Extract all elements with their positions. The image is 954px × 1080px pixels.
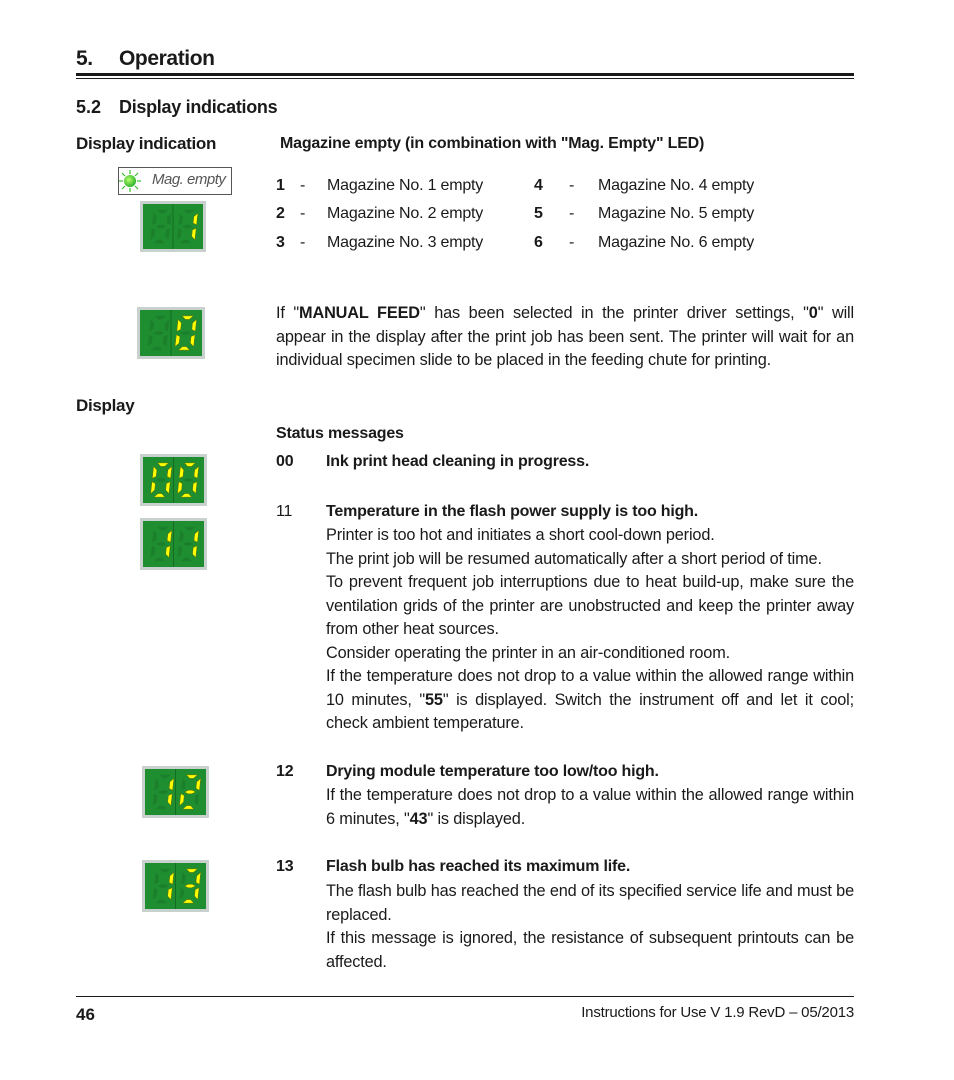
display-code-12	[142, 766, 209, 818]
segment	[154, 872, 159, 884]
magazine-item-dash: -	[300, 177, 306, 194]
message-code: 11	[276, 503, 293, 520]
display-digit	[152, 775, 174, 809]
magazine-item-number: 5	[534, 205, 543, 222]
segment	[194, 466, 199, 478]
segment	[152, 466, 157, 478]
segment	[194, 888, 199, 900]
segment	[158, 790, 169, 794]
segment	[157, 527, 168, 531]
segment	[180, 240, 191, 243]
segment	[152, 530, 157, 542]
message-title: Flash bulb has reached its maximum life.	[326, 858, 631, 875]
chapter-title: Operation	[119, 47, 215, 70]
message-text: " is displayed. Switch the instrument off and let it cool; check ambient temperature.	[326, 690, 854, 732]
segment	[154, 240, 165, 243]
display-digit	[147, 316, 169, 350]
message-code: 12	[276, 763, 294, 780]
section-number: 5.2	[76, 97, 102, 117]
manual-feed-text: " will appear in the display after the print job has been sent. The printer will wait for an individual specimen slide to be placed in the feeding chute for printing.	[276, 304, 854, 369]
display-digit	[150, 527, 172, 561]
magazine-item-text: Magazine No. 3 empty	[327, 234, 484, 251]
led-text: Mag. empty	[152, 171, 226, 188]
magazine-item-dash: -	[569, 234, 575, 251]
segment	[179, 213, 184, 225]
message-code-inline: 55	[425, 690, 443, 709]
manual-feed-text: If "	[276, 304, 300, 322]
segment	[186, 775, 197, 779]
magazine-item-number: 1	[276, 177, 285, 194]
segment	[169, 872, 174, 884]
manual-feed-paragraph	[276, 302, 854, 373]
segment	[184, 463, 195, 467]
display-label: Display	[76, 396, 135, 415]
segment	[183, 806, 194, 810]
segment	[156, 478, 167, 482]
message-title: Drying module temperature too low/too high.	[326, 763, 659, 780]
message-body	[326, 524, 854, 736]
segment	[177, 319, 182, 331]
header-rule-thin	[76, 78, 854, 79]
message-line	[326, 665, 854, 736]
segment	[167, 888, 172, 900]
segment	[159, 869, 170, 873]
segment	[179, 466, 184, 478]
display-magazine-empty	[140, 201, 206, 252]
segment	[182, 225, 193, 228]
display-digit	[150, 463, 172, 497]
magazine-item-text: Magazine No. 4 empty	[598, 177, 755, 194]
message-line: The print job will be resumed automatically after a short period of time.	[326, 549, 822, 568]
display-manual-feed	[137, 307, 205, 359]
segment	[154, 316, 166, 320]
segment	[167, 466, 172, 478]
segment	[182, 542, 193, 546]
message-line: If this message is ignored, the resistance of subsequent printouts can be affected.	[326, 929, 854, 971]
segment	[167, 530, 172, 542]
message-body	[326, 784, 854, 831]
page-number: 46	[76, 1005, 95, 1024]
segment	[163, 335, 168, 347]
segment	[182, 316, 194, 320]
segment	[153, 331, 165, 335]
message-text: " is displayed.	[427, 809, 526, 828]
segment	[177, 482, 182, 494]
manual-feed-code: 0	[808, 304, 818, 322]
magazine-item-text: Magazine No. 6 empty	[598, 234, 755, 251]
segment	[192, 482, 197, 494]
segment	[179, 530, 184, 542]
segment	[153, 794, 158, 806]
segment	[181, 494, 192, 498]
mag-empty-led-label	[118, 167, 232, 195]
message-code: 13	[276, 858, 294, 875]
display-digit	[152, 869, 174, 903]
segment	[154, 494, 165, 498]
seven-segment-digits	[143, 204, 203, 249]
magazine-item-dash: -	[300, 234, 306, 251]
segment	[165, 546, 170, 558]
display-digit	[150, 210, 172, 243]
segment	[182, 478, 193, 482]
segment	[194, 530, 199, 542]
segment	[181, 558, 192, 562]
segment	[191, 228, 196, 240]
message-text: If the temperature does not drop to a value within the allowed range within 6 minutes, "	[326, 786, 854, 828]
magazine-item-dash: -	[300, 205, 306, 222]
message-line: Printer is too hot and initiates a short cool-down period.	[326, 526, 715, 544]
display-digit	[177, 463, 199, 497]
segment	[184, 884, 195, 888]
display-code-00	[140, 454, 207, 506]
segment	[151, 228, 156, 240]
seven-segment-digits	[145, 863, 206, 909]
segment	[183, 210, 194, 213]
segment	[165, 482, 170, 494]
segment	[159, 775, 170, 779]
segment	[192, 319, 197, 331]
segment	[169, 778, 174, 790]
segment	[183, 900, 194, 904]
segment	[167, 794, 172, 806]
display-digit	[179, 775, 201, 809]
segment	[186, 869, 197, 873]
status-messages-heading: Status messages	[276, 425, 404, 442]
magazine-item-text: Magazine No. 2 empty	[327, 205, 484, 222]
manual-feed-bold: MANUAL FEED	[299, 304, 420, 322]
segment	[155, 225, 166, 228]
segment	[181, 872, 186, 884]
segment	[152, 213, 157, 225]
segment	[179, 888, 184, 900]
display-digit	[177, 527, 199, 561]
seven-segment-digits	[145, 769, 206, 815]
manual-feed-text: " has been selected in the printer driver settings, "	[419, 304, 809, 322]
segment	[184, 790, 195, 794]
segment	[149, 319, 154, 331]
magazine-item-number: 6	[534, 234, 543, 251]
segment	[181, 778, 186, 790]
segment	[153, 888, 158, 900]
message-line: To prevent frequent job interruptions due to heat build-up, make sure the ventilation grids of the printer are unobstructed and keep the printer away from other heat sources.	[326, 573, 854, 638]
magazine-item-number: 2	[276, 205, 285, 222]
message-text: If the temperature does not drop to a value within the allowed range within 10 minutes, "	[326, 667, 854, 709]
message-body	[326, 880, 854, 974]
display-digit	[177, 210, 199, 243]
header-rule	[76, 73, 854, 76]
segment	[190, 335, 195, 347]
magazine-item-text: Magazine No. 5 empty	[598, 205, 755, 222]
segment	[151, 347, 163, 351]
magazine-item-number: 4	[534, 177, 543, 194]
message-line: Consider operating the printer in an air-conditioned room.	[326, 643, 730, 662]
magazine-item-number: 3	[276, 234, 285, 251]
chapter-number: 5.	[76, 47, 93, 70]
segment	[196, 872, 201, 884]
segment	[164, 319, 169, 331]
magazine-item-text: Magazine No. 1 empty	[327, 177, 484, 194]
footer-doc-info: Instructions for Use V 1.9 RevD – 05/2013	[581, 1004, 854, 1021]
display-code-11	[140, 518, 207, 570]
segment	[157, 463, 168, 467]
message-title: Ink print head cleaning in progress.	[326, 453, 590, 470]
footer-rule	[76, 996, 854, 997]
segment	[156, 900, 167, 904]
display-digit	[175, 316, 197, 350]
segment	[157, 210, 168, 213]
segment	[192, 546, 197, 558]
segment	[151, 546, 156, 558]
segment	[167, 213, 172, 225]
segment	[154, 778, 159, 790]
segment	[184, 527, 195, 531]
magazine-item-dash: -	[569, 177, 575, 194]
section-title: Display indications	[119, 97, 278, 117]
seven-segment-digits	[140, 310, 202, 356]
segment	[196, 778, 201, 790]
segment	[156, 542, 167, 546]
message-code-inline: 43	[409, 809, 428, 828]
magazine-heading: Magazine empty (in combination with "Mag. Empty" LED)	[280, 135, 705, 152]
seven-segment-digits	[143, 521, 204, 567]
segment	[175, 335, 180, 347]
segment	[165, 228, 170, 240]
display-indication-label: Display indication	[76, 134, 217, 153]
seven-segment-digits	[143, 457, 204, 503]
message-line: The flash bulb has reached the end of its specified service life and must be replaced.	[326, 882, 854, 924]
magazine-item-dash: -	[569, 205, 575, 222]
segment	[180, 331, 192, 335]
segment	[177, 228, 182, 240]
message-title: Temperature in the flash power supply is too high.	[326, 503, 698, 520]
segment	[193, 213, 198, 225]
segment	[154, 558, 165, 562]
segment	[178, 347, 190, 351]
display-code-13	[142, 860, 209, 912]
segment	[151, 482, 156, 494]
segment	[177, 546, 182, 558]
display-digit	[179, 869, 201, 903]
segment	[156, 806, 167, 810]
segment	[148, 335, 153, 347]
led-indicator-icon	[124, 175, 136, 187]
message-code: 00	[276, 453, 294, 470]
segment	[194, 794, 199, 806]
segment	[179, 794, 184, 806]
segment	[158, 884, 169, 888]
